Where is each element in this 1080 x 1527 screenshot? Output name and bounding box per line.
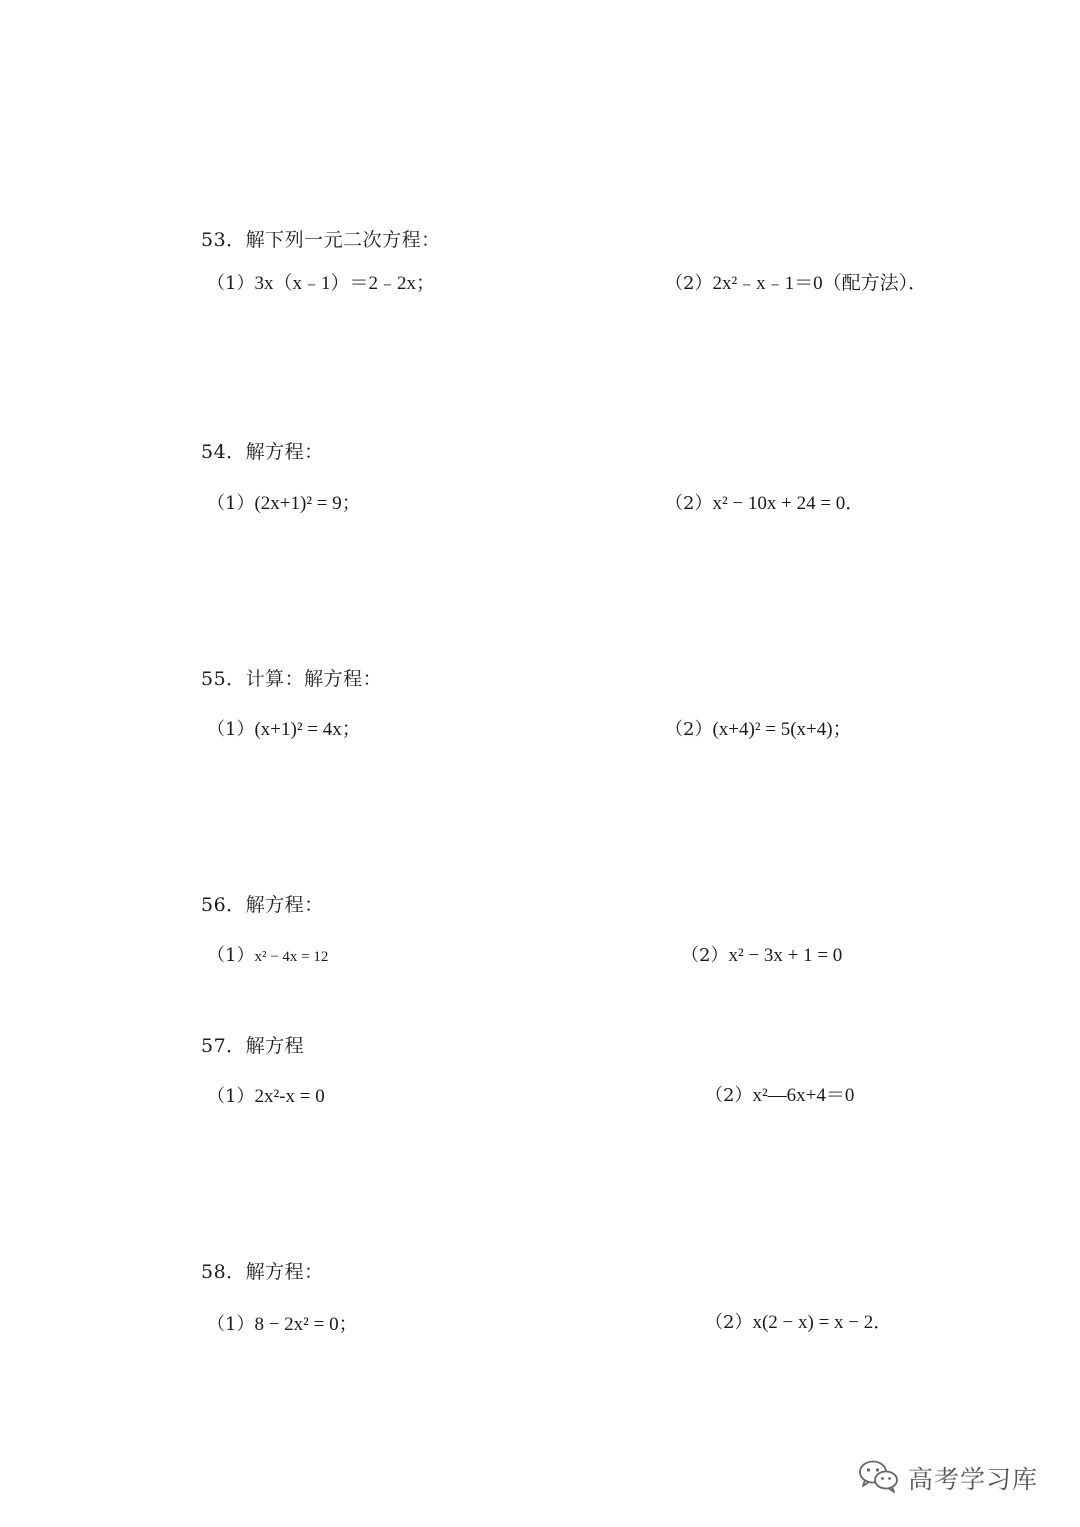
part-label: （1） xyxy=(207,719,255,740)
problem-57-part-1 xyxy=(207,1082,325,1108)
problem-57-equation-1: 2x²-x = 0 xyxy=(254,1086,325,1107)
problem-54-equation-1: (2x+1)² = 9； xyxy=(254,493,361,514)
part-label: （1） xyxy=(207,1314,255,1335)
part-label: （1） xyxy=(207,273,255,294)
problem-53-part-2 xyxy=(665,268,927,295)
problem-54-title: 54．解方程： xyxy=(201,441,324,463)
part-label: （2） xyxy=(705,1312,753,1333)
problem-54-part-1 xyxy=(207,488,361,515)
problem-54-part-2 xyxy=(665,488,864,515)
problem-56-part-1 xyxy=(207,941,328,967)
problem-55-equation-2: (x+4)² = 5(x+4)； xyxy=(712,719,852,740)
problem-58-equation-2: x(2 − x) = x − 2． xyxy=(752,1312,893,1333)
problem-55-part-2 xyxy=(665,714,852,741)
part-label: （2） xyxy=(705,1085,753,1106)
part-label: （2） xyxy=(665,719,713,740)
wechat-icon xyxy=(858,1459,900,1497)
problem-58-equation-1: 8 − 2x² = 0； xyxy=(254,1314,358,1335)
problem-56-part-2 xyxy=(681,941,842,967)
problem-55-title: 55．计算：解方程： xyxy=(201,668,383,690)
watermark xyxy=(858,1458,1038,1498)
problem-58-part-2 xyxy=(705,1307,892,1334)
part-label: （1） xyxy=(207,1086,255,1107)
problem-58-title: 58．解方程： xyxy=(201,1261,324,1283)
problem-56-equation-2: x² − 3x + 1 = 0 xyxy=(728,945,843,966)
problem-57-title: 57．解方程 xyxy=(201,1035,305,1057)
problem-53-equation-2: 2x²﹣x﹣1＝0（配方法）． xyxy=(712,273,928,294)
problem-55-part-1 xyxy=(207,714,361,741)
part-label: （1） xyxy=(207,945,255,966)
part-label: （2） xyxy=(681,945,729,966)
problem-53-title: 53．解下列一元二次方程： xyxy=(201,229,441,251)
problem-57-equation-2: x²—6x+4＝0 xyxy=(752,1085,855,1106)
problem-58-part-1 xyxy=(207,1309,358,1336)
part-label: （2） xyxy=(665,493,713,514)
problem-57-part-2 xyxy=(705,1080,854,1107)
problem-53-equation-1: 3x（x﹣1）＝2﹣2x； xyxy=(254,273,435,294)
problem-53-part-1 xyxy=(207,268,435,295)
problem-56-equation-1: x² − 4x = 12 xyxy=(254,949,329,965)
problem-56-title: 56．解方程： xyxy=(201,894,324,916)
part-label: （2） xyxy=(665,273,713,294)
part-label: （1） xyxy=(207,493,255,514)
problem-54-equation-2: x² − 10x + 24 = 0． xyxy=(712,493,865,514)
watermark-text: 高考学习库 xyxy=(908,1465,1039,1494)
problem-55-equation-1: (x+1)² = 4x； xyxy=(254,719,361,740)
